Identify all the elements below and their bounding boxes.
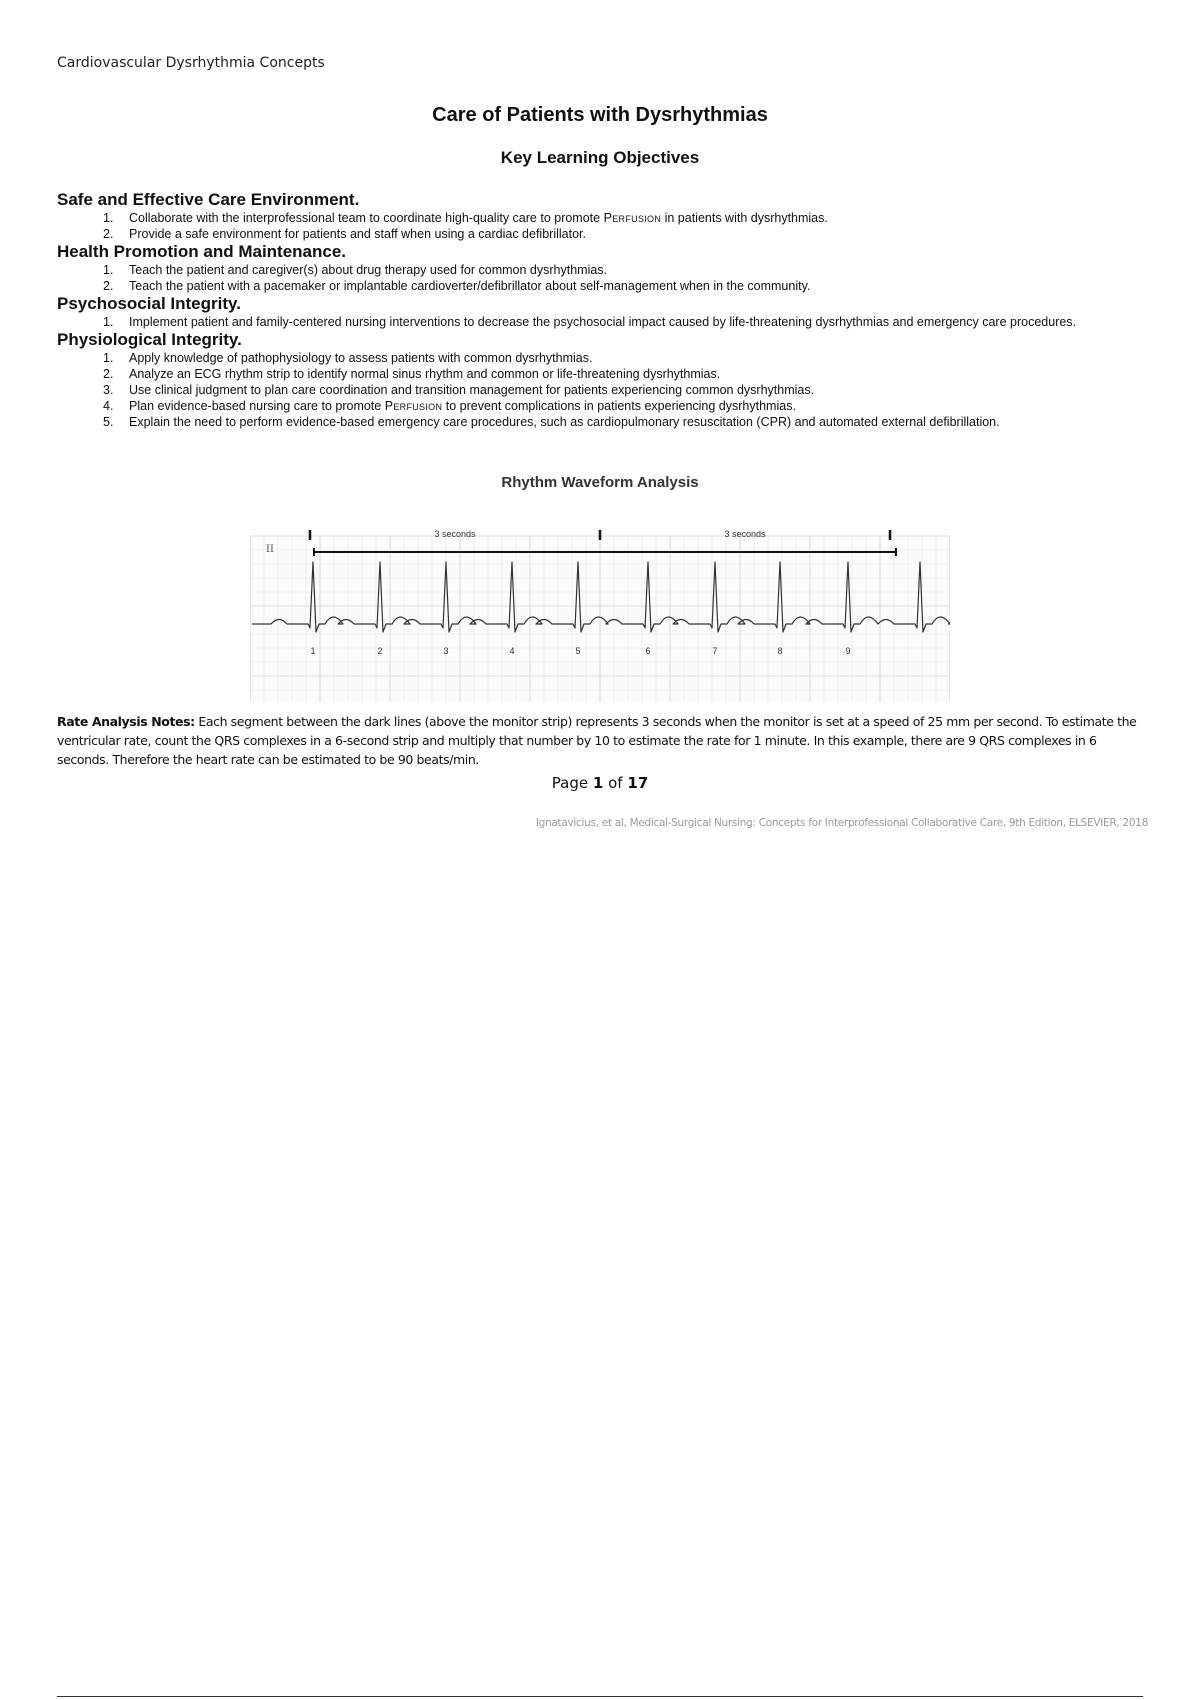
objective-item: [57, 398, 1147, 414]
rate-analysis-notes: [57, 712, 1145, 769]
ecg-rhythm-strip: [250, 522, 950, 702]
strip-title: Rhythm Waveform Analysis: [501, 474, 699, 491]
footer-rule: [57, 1696, 1143, 1697]
section-heading: Psychosocial Integrity.: [57, 294, 241, 313]
objective-text: Plan evidence-based nursing care to promote: [129, 399, 385, 413]
objective-text: Use clinical judgment to plan care coordination and transition management for patients experiencing common dysrhythmias.: [129, 383, 815, 397]
objective-item: [57, 414, 1147, 430]
objective-number: 1.: [103, 351, 114, 365]
interval-label-first: 3 seconds: [434, 529, 476, 539]
objective-item: [57, 210, 1147, 226]
source-citation: Ignatavicius, et al, Medical-Surgical Nursing: Concepts for Interprofessional Collaborative Care, 9th Edition, ELSEVIER, 2018: [535, 817, 1148, 829]
section-safe-care: [57, 190, 1147, 242]
complex-label: 3: [443, 646, 449, 656]
objective-item: [57, 314, 1147, 330]
objective-item: [57, 382, 1147, 398]
objective-text: Provide a safe environment for patients and staff when using a cardiac defibrillator.: [129, 227, 586, 241]
objective-item: [57, 350, 1147, 366]
section-health-promotion: [57, 242, 1147, 294]
objective-number: 2.: [103, 367, 114, 381]
objective-concept: Perfusion: [384, 399, 443, 413]
page-of: of: [603, 774, 628, 792]
objective-item: [57, 278, 1147, 294]
complex-label: 7: [712, 646, 718, 656]
page-total: 17: [627, 774, 649, 792]
section-physiological: [57, 330, 1147, 430]
objective-number: 1.: [103, 315, 114, 329]
interval-label-second: 3 seconds: [724, 529, 766, 539]
complex-label: 2: [377, 646, 383, 656]
objective-list: [57, 350, 1147, 430]
objective-number: 4.: [103, 399, 114, 413]
lead-label: II: [266, 544, 274, 555]
objective-list: [57, 262, 1147, 294]
section-heading: Safe and Effective Care Environment.: [57, 190, 360, 209]
page-prefix: Page: [551, 774, 593, 792]
objective-text: Teach the patient with a pacemaker or implantable cardioverter/defibrillator about self-management when in the community.: [129, 279, 811, 293]
complex-label: 5: [575, 646, 581, 656]
objective-text: Explain the need to perform evidence-based emergency care procedures, such as cardiopulmonary resuscitation (CPR) and automated external defibrillation.: [129, 415, 1000, 429]
page-number: [0, 774, 1200, 792]
objective-text: Collaborate with the interprofessional team to coordinate high-quality care to promote: [129, 211, 604, 225]
objective-number: 1.: [103, 263, 114, 277]
objective-text: Implement patient and family-centered nursing interventions to decrease the psychosocial impact caused by life-threatening dysrhythmias and emergency care procedures.: [129, 315, 1077, 329]
objective-item: [57, 226, 1147, 242]
objective-number: 2.: [103, 227, 114, 241]
objective-list: [57, 210, 1147, 242]
complex-label: 8: [777, 646, 783, 656]
objective-number: 2.: [103, 279, 114, 293]
complex-label: 1: [310, 646, 316, 656]
learning-objectives: [57, 190, 1147, 430]
objective-number: 1.: [103, 211, 114, 225]
objective-item: [57, 366, 1147, 382]
objective-text: Teach the patient and caregiver(s) about drug therapy used for common dysrhythmias.: [129, 263, 608, 277]
objective-text-end: to prevent complications in patients experiencing dysrhythmias.: [442, 399, 796, 413]
complex-label: 4: [509, 646, 515, 656]
rate-notes-label: Rate Analysis Notes:: [57, 714, 195, 729]
section-psychosocial: [57, 294, 1147, 330]
objective-list: [57, 314, 1147, 330]
page-current: 1: [592, 774, 604, 792]
objective-text: Apply knowledge of pathophysiology to assess patients with common dysrhythmias.: [129, 351, 593, 365]
objective-text-end: in patients with dysrhythmias.: [661, 211, 828, 225]
objective-item: [57, 262, 1147, 278]
running-header: Cardiovascular Dysrhythmia Concepts: [57, 55, 325, 71]
complex-label: 9: [845, 646, 851, 656]
page-subtitle: Key Learning Objectives: [500, 148, 700, 167]
section-heading: Physiological Integrity.: [57, 330, 242, 349]
objective-text: Analyze an ECG rhythm strip to identify normal sinus rhythm and common or life-threatening dysrhythmias.: [129, 367, 721, 381]
section-heading: Health Promotion and Maintenance.: [57, 242, 347, 261]
objective-concept: Perfusion: [603, 211, 662, 225]
rate-notes-text: Each segment between the dark lines (above the monitor strip) represents 3 seconds when the monitor is set at a speed of 25 mm per second. To estimate the ventricular rate, count the QRS complexes in a 6-second strip and multiply that number by 10 to estimate the rate for 1 minute. In this example, there are 9 QRS complexes in 6 seconds. Therefore the heart rate can be estimated to be 90 beats/min.: [57, 714, 1137, 767]
objective-number: 5.: [103, 415, 114, 429]
complex-label: 6: [645, 646, 651, 656]
objective-number: 3.: [103, 383, 114, 397]
page-title: Care of Patients with Dysrhythmias: [432, 104, 768, 126]
